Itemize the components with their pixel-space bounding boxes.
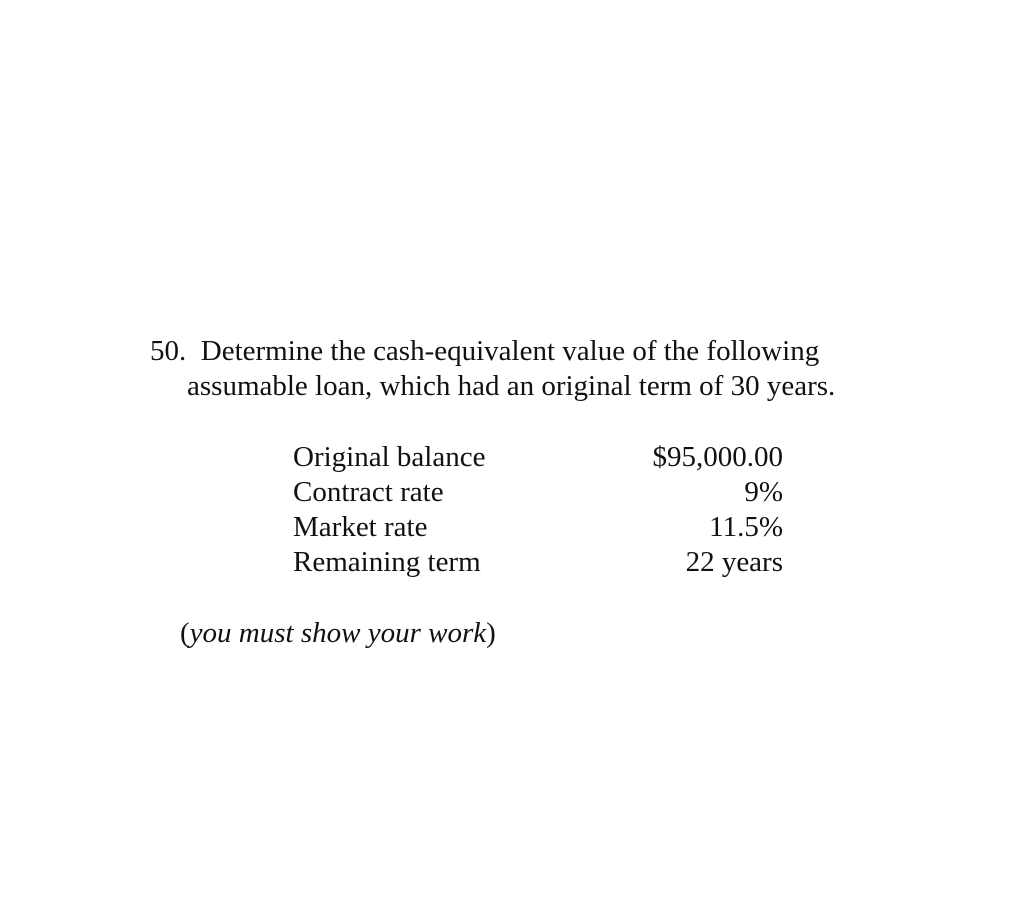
loan-label: Original balance — [293, 441, 486, 473]
note-text: you must show your work — [189, 617, 487, 649]
loan-row — [293, 545, 783, 580]
question-line-1-text: Determine the cash-equivalent value of the following — [200, 335, 820, 367]
loan-details-table — [293, 440, 783, 580]
loan-label: Market rate — [293, 511, 428, 543]
note-close-paren: ) — [486, 617, 496, 649]
question-text — [150, 334, 910, 404]
loan-label: Remaining term — [293, 546, 481, 578]
loan-row — [293, 475, 783, 510]
loan-value: $95,000.00 — [652, 441, 783, 473]
question-line-2: assumable loan, which had an original term of 30 years. — [187, 370, 836, 402]
question-number: 50. — [150, 335, 187, 367]
loan-value: 22 years — [685, 546, 783, 578]
loan-value: 11.5% — [709, 511, 783, 543]
loan-row — [293, 510, 783, 545]
loan-row — [293, 440, 783, 475]
loan-label: Contract rate — [293, 476, 444, 508]
question-line-1 — [150, 334, 910, 369]
note-open-paren: ( — [180, 617, 190, 649]
show-work-note — [180, 616, 496, 651]
loan-value: 9% — [744, 476, 783, 508]
